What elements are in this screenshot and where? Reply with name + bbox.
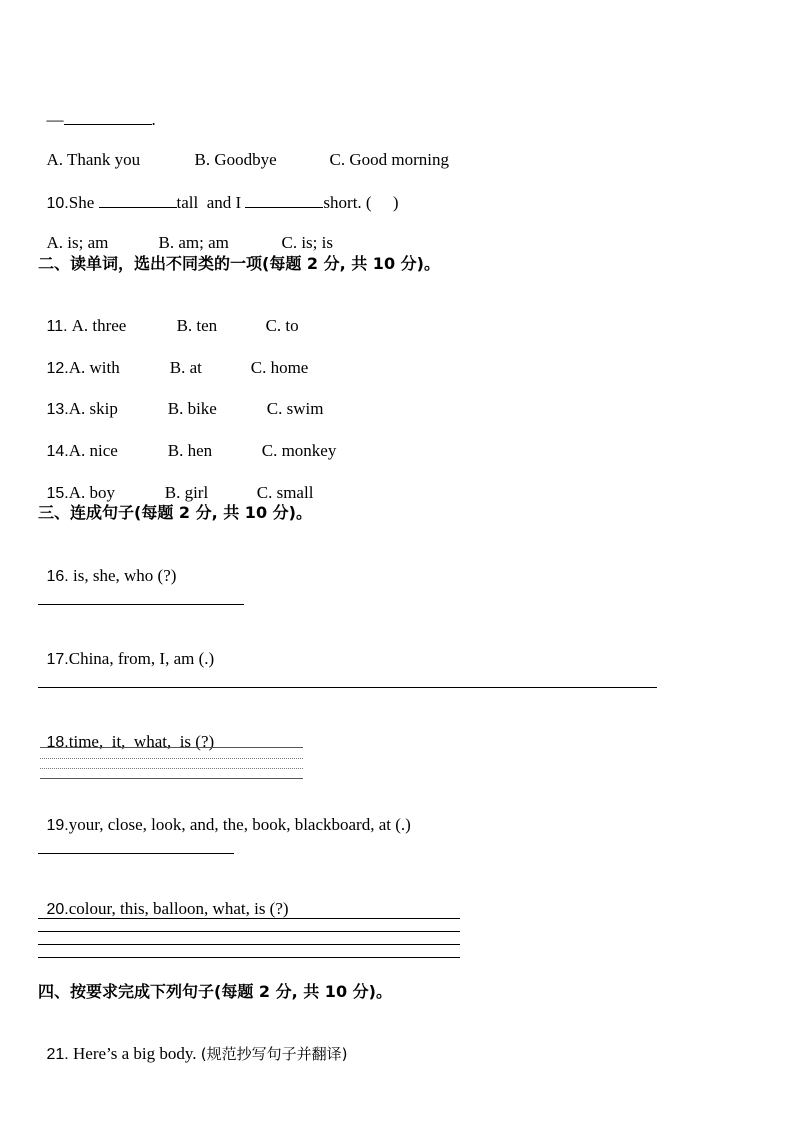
q14-option-b[interactable]: B. hen <box>167 441 213 460</box>
q10-option-c[interactable]: C. is; is <box>281 233 333 252</box>
q15-number: 15. <box>46 485 69 502</box>
q16-words: is, she, who (?) <box>68 566 177 585</box>
q12-number: 12. <box>46 360 69 377</box>
q10-option-a[interactable]: A. is; am <box>46 233 109 252</box>
q15-item <box>38 463 313 504</box>
q10-part1: She <box>68 193 99 212</box>
q20-line-2 <box>38 931 460 932</box>
q19-item <box>38 795 411 836</box>
q13-number: 13. <box>46 401 69 418</box>
q16-item <box>38 546 176 587</box>
q11-number: 11. <box>46 318 68 335</box>
q14-item <box>38 421 336 462</box>
q17-words: China, from, I, am (.) <box>68 649 215 668</box>
q19-number: 19. <box>46 817 69 834</box>
section2-title: 二、读单词，选出不同类的一项(每题 2 分, 共 10 分)。 <box>38 254 440 273</box>
q9-option-b[interactable]: B. Goodbye <box>194 150 277 169</box>
q10-question <box>38 171 399 214</box>
q15-option-a[interactable]: A. boy <box>68 483 116 502</box>
q10-part2: tall and I <box>176 193 246 212</box>
q11-option-c[interactable]: C. to <box>265 316 299 335</box>
q16-answer-line[interactable] <box>38 604 244 605</box>
q18-words: time, it, what, is (?) <box>68 732 215 751</box>
q19-answer-line[interactable] <box>38 853 234 854</box>
q11-option-a[interactable]: A. three <box>71 316 127 335</box>
q9-option-a[interactable]: A. Thank you <box>46 150 141 169</box>
q12-option-a[interactable]: A. with <box>68 358 120 377</box>
q9-options <box>38 130 449 170</box>
q18-number: 18. <box>46 734 69 751</box>
q21-instruction: (规范抄写句子并翻译) <box>200 1045 348 1063</box>
q10-part3: short. ( ) <box>323 193 399 212</box>
q15-option-c[interactable]: C. small <box>256 483 314 502</box>
section4-title: 四、按要求完成下列句子(每题 2 分, 共 10 分)。 <box>38 982 392 1001</box>
q21-number: 21. <box>46 1046 69 1063</box>
q12-option-b[interactable]: B. at <box>169 358 202 377</box>
q18-line-1 <box>40 747 303 748</box>
q20-line-3 <box>38 944 460 945</box>
q17-item <box>38 629 214 670</box>
q13-option-c[interactable]: C. swim <box>266 399 324 418</box>
q12-option-c[interactable]: C. home <box>250 358 309 377</box>
q16-number: 16. <box>46 568 69 585</box>
q14-option-a[interactable]: A. nice <box>68 441 118 460</box>
q12-item <box>38 338 308 379</box>
q9-option-c[interactable]: C. Good morning <box>329 150 449 169</box>
q11-option-b[interactable]: B. ten <box>176 316 218 335</box>
q17-number: 17. <box>46 651 69 668</box>
q20-number: 20. <box>46 901 69 918</box>
q9-answer-line <box>38 88 156 130</box>
q20-item <box>38 879 289 920</box>
q13-option-b[interactable]: B. bike <box>167 399 217 418</box>
q10-options <box>38 213 333 253</box>
q20-line-4 <box>38 957 460 958</box>
q14-number: 14. <box>46 443 69 460</box>
q10-blank-2[interactable] <box>245 191 323 208</box>
q18-line-3 <box>40 768 303 769</box>
section3-title: 三、连成句子(每题 2 分, 共 10 分)。 <box>38 503 312 522</box>
q15-option-b[interactable]: B. girl <box>164 483 209 502</box>
q9-dash: — <box>46 110 64 129</box>
q21-item <box>38 1024 348 1065</box>
q17-answer-line[interactable] <box>38 687 657 688</box>
q10-number: 10. <box>46 195 69 212</box>
q13-option-a[interactable]: A. skip <box>68 399 118 418</box>
q10-option-b[interactable]: B. am; am <box>158 233 229 252</box>
q20-words: colour, this, balloon, what, is (?) <box>68 899 289 918</box>
q10-blank-1[interactable] <box>99 191 177 208</box>
q20-line-1 <box>38 918 460 919</box>
q18-line-2 <box>40 758 303 759</box>
q11-item <box>38 296 299 337</box>
q13-item <box>38 379 323 420</box>
q21-text: Here’s a big body. <box>68 1044 201 1063</box>
q9-end: . <box>151 110 156 129</box>
q19-words: your, close, look, and, the, book, blackboard, at (.) <box>68 815 411 834</box>
q18-line-4 <box>40 778 303 779</box>
q9-blank[interactable] <box>64 108 152 125</box>
q14-option-c[interactable]: C. monkey <box>261 441 337 460</box>
